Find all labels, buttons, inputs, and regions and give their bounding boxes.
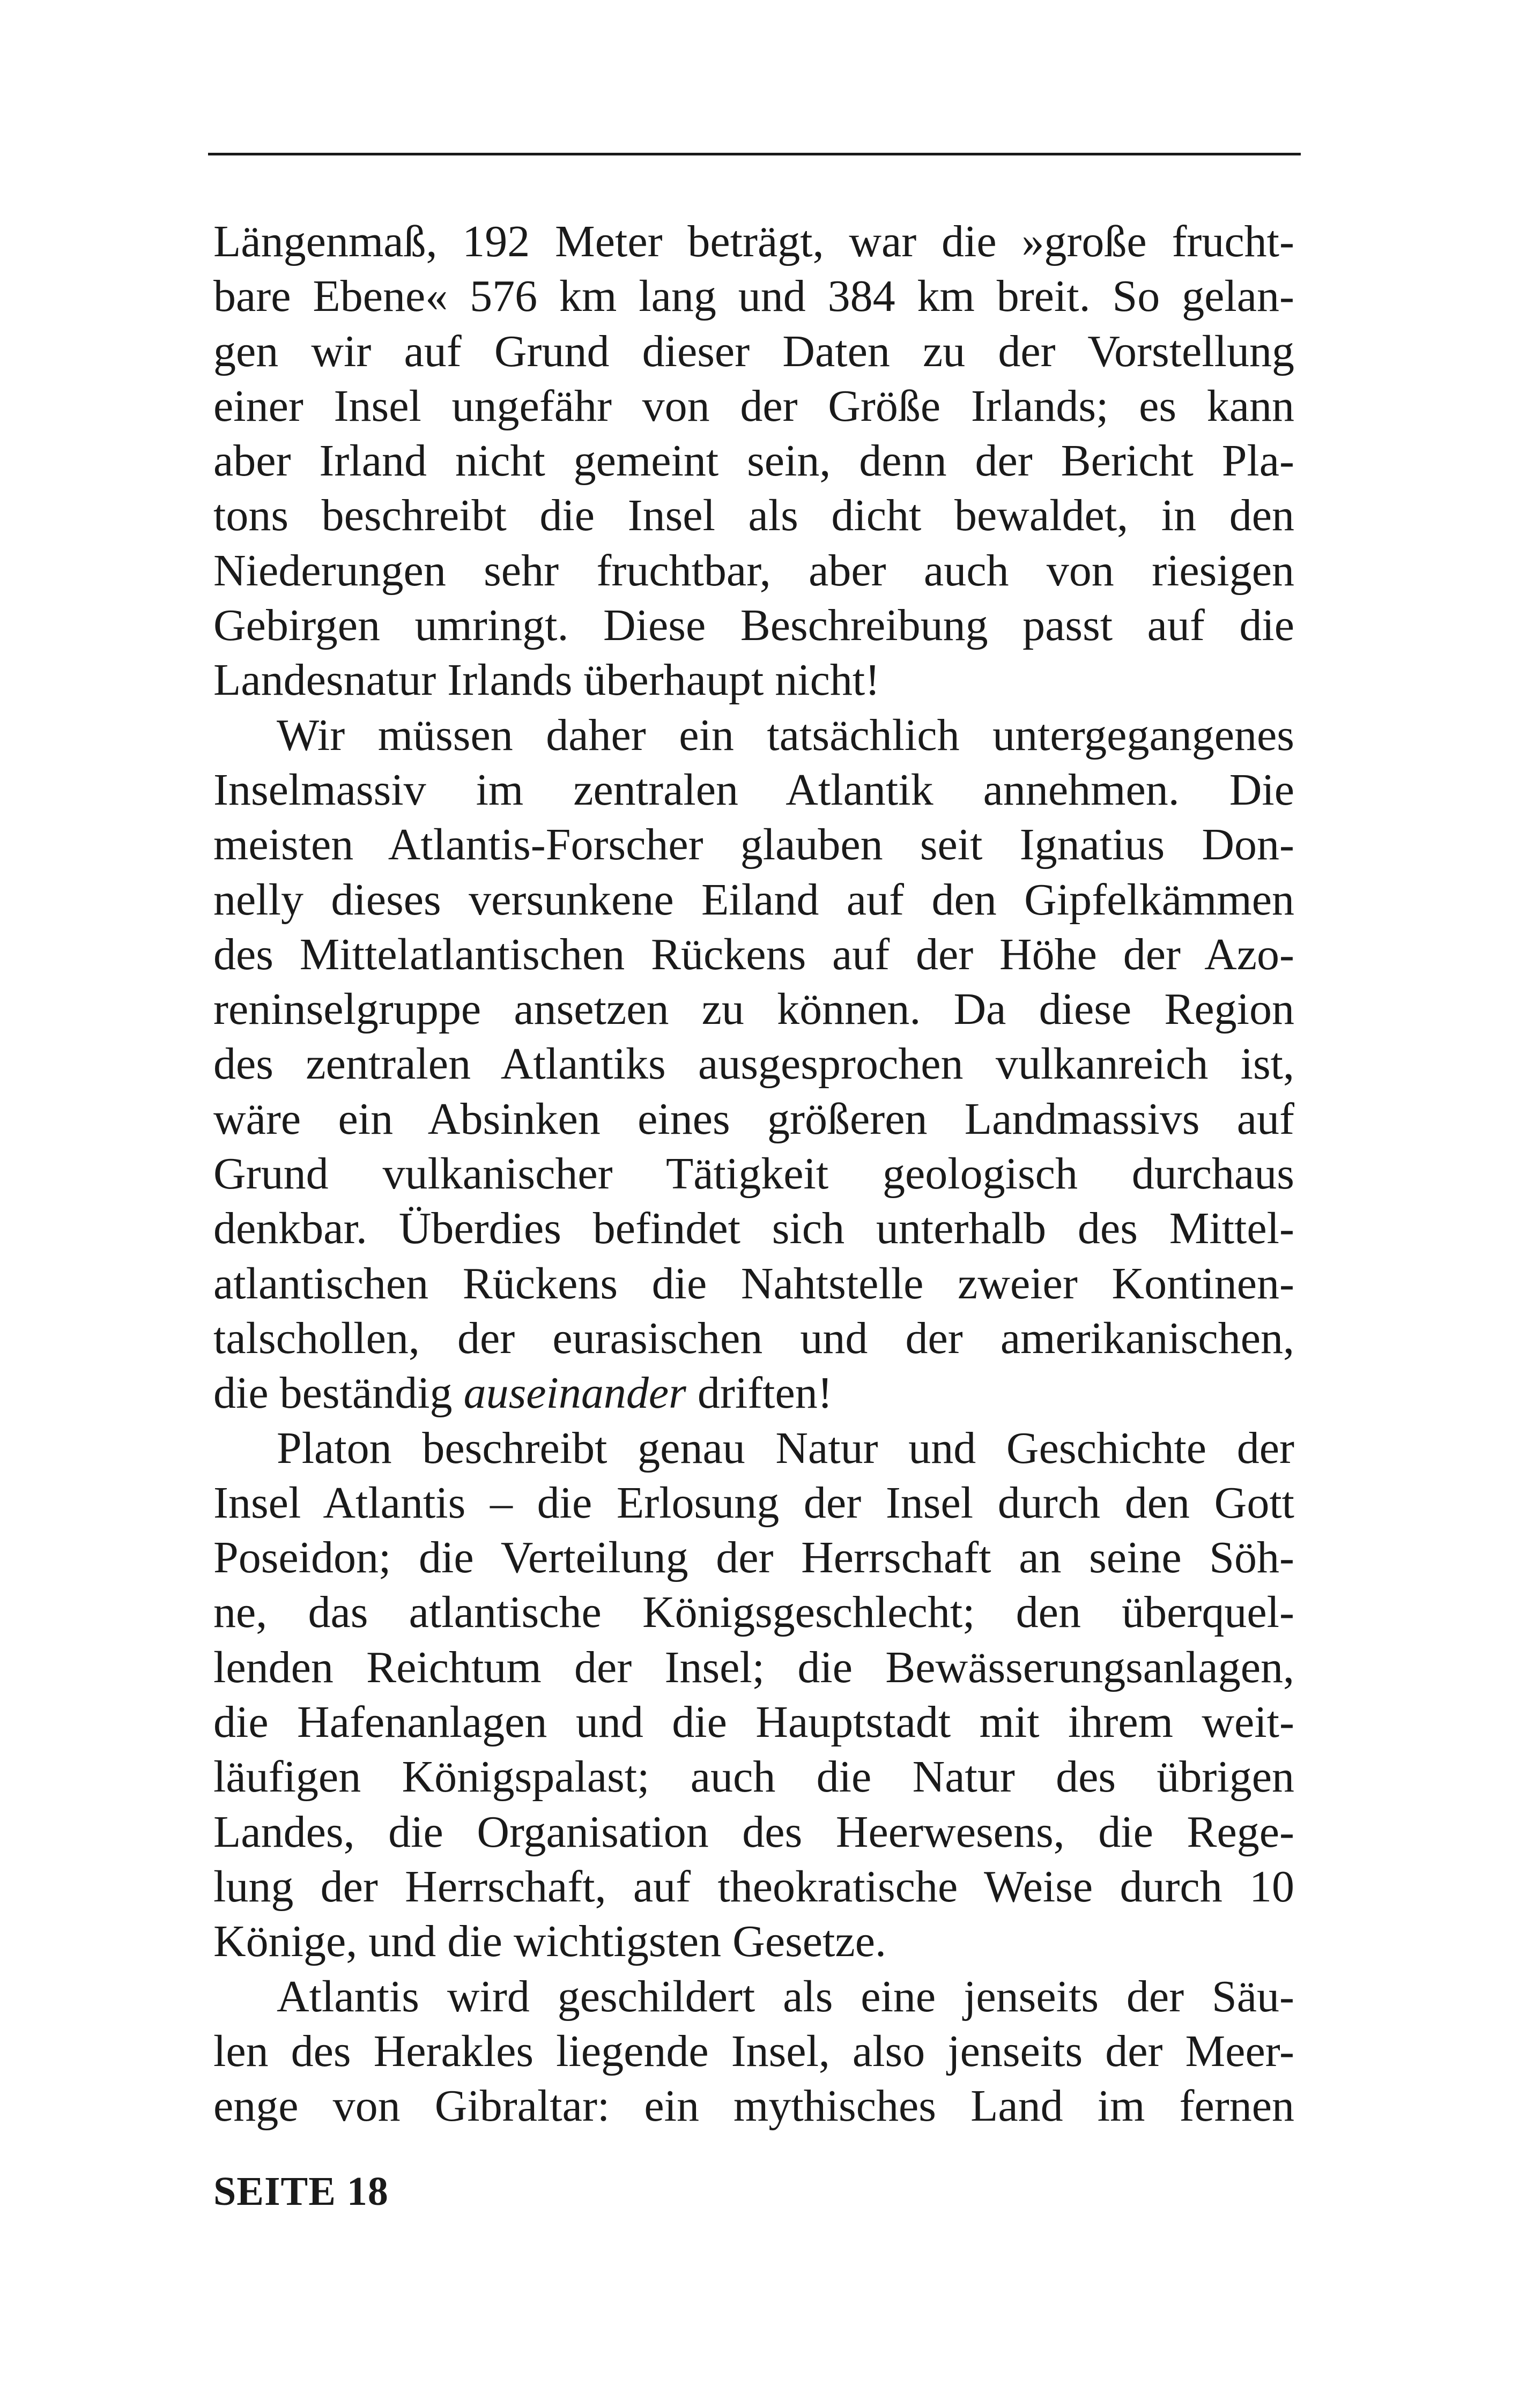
text-line: Insel Atlantis – die Erlosung der Insel durch den Gott bbox=[213, 1477, 1294, 1528]
text-line: Niederungen sehr fruchtbar, aber auch von riesigen bbox=[213, 545, 1294, 596]
text-line: reninselgruppe ansetzen zu können. Da diese Region bbox=[213, 984, 1294, 1035]
text-line: einer Insel ungefähr von der Größe Irlands; es kann bbox=[213, 381, 1294, 431]
header-rule bbox=[208, 153, 1301, 155]
text-line: Grund vulkanischer Tätigkeit geologisch durchaus bbox=[213, 1149, 1294, 1199]
emphasis-text: auseinander bbox=[463, 1368, 686, 1418]
text-line: des Mittelatlantischen Rückens auf der Höhe der Azo- bbox=[213, 929, 1294, 979]
text-line: nelly dieses versunkene Eiland auf den Gipfelkämmen bbox=[213, 874, 1294, 925]
text-line: bare Ebene« 576 km lang und 384 km breit. So gelan- bbox=[213, 271, 1294, 322]
text-line: denkbar. Überdies befindet sich unterhalb des Mittel- bbox=[213, 1203, 1294, 1254]
text-line: des zentralen Atlantiks ausgesprochen vulkanreich ist, bbox=[213, 1039, 1294, 1089]
text-line: Landesnatur Irlands überhaupt nicht! bbox=[213, 655, 880, 705]
text-line: Poseidon; die Verteilung der Herrschaft an seine Söh- bbox=[213, 1533, 1294, 1583]
text-line: Inselmassiv im zentralen Atlantik annehmen. Die bbox=[213, 764, 1294, 815]
text-line: Landes, die Organisation des Heerwesens, die Rege- bbox=[213, 1807, 1294, 1857]
text-run: driften! bbox=[686, 1368, 833, 1418]
text-line: wäre ein Absinken eines größeren Landmassivs auf bbox=[213, 1094, 1294, 1144]
text-line: Atlantis wird geschildert als eine jenseits der Säu- bbox=[277, 1971, 1294, 2021]
text-line: Könige, und die wichtigsten Gesetze. bbox=[213, 1916, 886, 1967]
text-line: lenden Reichtum der Insel; die Bewässerungsanlagen, bbox=[213, 1642, 1294, 1692]
text-line: len des Herakles liegende Insel, also jenseits der Meer- bbox=[213, 2026, 1294, 2076]
text-line: gen wir auf Grund dieser Daten zu der Vorstellung bbox=[213, 326, 1294, 376]
text-line bbox=[213, 1366, 1294, 1421]
text-line: atlantischen Rückens die Nahtstelle zweier Kontinen- bbox=[213, 1258, 1294, 1309]
page-number: SEITE 18 bbox=[213, 2169, 389, 2214]
text-line: talschollen, der eurasischen und der amerikanischen, bbox=[213, 1313, 1294, 1363]
text-line: tons beschreibt die Insel als dicht bewaldet, in den bbox=[213, 490, 1294, 541]
text-run: die beständig bbox=[213, 1368, 464, 1418]
text-line: Wir müssen daher ein tatsächlich untergegangenes bbox=[277, 710, 1294, 760]
text-line: aber Irland nicht gemeint sein, denn der Bericht Pla- bbox=[213, 436, 1294, 486]
body-text bbox=[213, 214, 1294, 2134]
text-line: ne, das atlantische Königsgeschlecht; den überquel- bbox=[213, 1587, 1294, 1638]
text-line: lung der Herrschaft, auf theokratische Weise durch 10 bbox=[213, 1861, 1294, 1912]
text-line: Platon beschreibt genau Natur und Geschichte der bbox=[277, 1423, 1294, 1473]
text-line: Längenmaß, 192 Meter beträgt, war die »große frucht- bbox=[213, 217, 1294, 266]
text-line: Gebirgen umringt. Diese Beschreibung passt auf die bbox=[213, 600, 1294, 651]
text-line: die Hafenanlagen und die Hauptstadt mit ihrem weit- bbox=[213, 1697, 1294, 1748]
text-line: meisten Atlantis-Forscher glauben seit Ignatius Don- bbox=[213, 820, 1294, 870]
text-line: enge von Gibraltar: ein mythisches Land im fernen bbox=[213, 2081, 1294, 2131]
text-line: läufigen Königspalast; auch die Natur des übrigen bbox=[213, 1752, 1294, 1802]
